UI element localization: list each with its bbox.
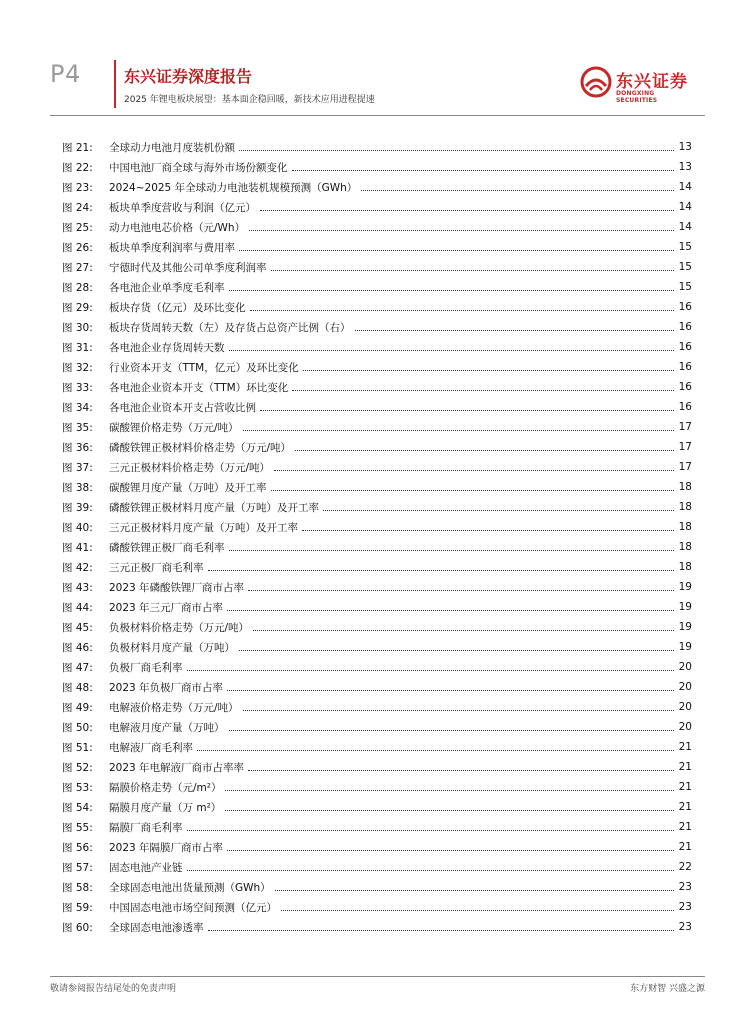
figure-list-item[interactable] [62, 237, 692, 257]
dot-leader [208, 570, 675, 571]
dot-leader [292, 170, 675, 171]
figure-page-number: 15 [678, 261, 692, 273]
figure-title: 各电池企业存货周转天数 [109, 341, 225, 354]
figure-label: 图 32: [62, 361, 93, 374]
figure-list-item[interactable] [62, 377, 692, 397]
figure-list-item[interactable] [62, 737, 692, 757]
figure-label: 图 56: [62, 841, 93, 854]
figure-title: 板块单季度利润率与费用率 [109, 241, 235, 254]
figure-list-item[interactable] [62, 497, 692, 517]
figure-title: 碳酸锂月度产量（万吨）及开工率 [109, 481, 267, 494]
figure-label: 图 49: [62, 701, 93, 714]
report-subtitle: 2025 年锂电板块展望：基本面企稳回暖，新技术应用进程提速 [124, 95, 375, 105]
logo-mark-icon [580, 66, 612, 98]
figure-label: 图 57: [62, 861, 93, 874]
dot-leader [302, 530, 674, 531]
header-separator [114, 60, 116, 108]
figure-list-item[interactable] [62, 877, 692, 897]
figure-title: 2023 年三元厂商市占率 [109, 601, 224, 614]
figure-list-item[interactable] [62, 437, 692, 457]
figure-page-number: 20 [678, 701, 692, 713]
figure-list-item[interactable] [62, 257, 692, 277]
figure-title: 全球动力电池月度装机份额 [109, 141, 235, 154]
figure-label: 图 50: [62, 721, 93, 734]
figure-page-number: 19 [678, 641, 692, 653]
figure-page-number: 16 [678, 321, 692, 333]
figure-label: 图 53: [62, 781, 93, 794]
figure-label: 图 34: [62, 401, 93, 414]
figure-title: 磷酸铁锂正极材料价格走势（万元/吨） [109, 441, 292, 454]
figure-list-item[interactable] [62, 477, 692, 497]
figure-page-number: 16 [678, 361, 692, 373]
dot-leader [239, 150, 674, 151]
figure-list-item[interactable] [62, 637, 692, 657]
figure-list-item[interactable] [62, 337, 692, 357]
figure-title: 中国固态电池市场空间预测（亿元） [109, 901, 277, 914]
figure-page-number: 17 [678, 441, 692, 453]
figure-list-item[interactable] [62, 197, 692, 217]
dot-leader [275, 890, 674, 891]
logo-english-name: DONGXING SECURITIES [616, 90, 658, 104]
figure-label: 图 26: [62, 241, 93, 254]
figure-title: 电解液价格走势（万元/吨） [109, 701, 239, 714]
figure-title: 行业资本开支（TTM，亿元）及环比变化 [109, 361, 299, 374]
figure-label: 图 38: [62, 481, 93, 494]
figure-page-number: 19 [678, 621, 692, 633]
dot-leader [292, 390, 674, 391]
figure-page-number: 19 [678, 581, 692, 593]
figure-title: 固态电池产业链 [109, 861, 183, 874]
figure-label: 图 45: [62, 621, 93, 634]
figure-label: 图 22: [62, 161, 93, 174]
dot-leader [274, 470, 674, 471]
dot-leader [271, 490, 675, 491]
figure-list-item[interactable] [62, 557, 692, 577]
figure-label: 图 33: [62, 381, 93, 394]
figure-page-number: 23 [678, 901, 692, 913]
figure-label: 图 36: [62, 441, 93, 454]
dot-leader [253, 630, 674, 631]
figure-list-item[interactable] [62, 537, 692, 557]
dot-leader [225, 790, 674, 791]
figure-title: 动力电池电芯价格（元/Wh） [109, 221, 246, 234]
figure-title: 板块单季度营收与利润（亿元） [109, 201, 256, 214]
dot-leader [303, 370, 674, 371]
figure-page-number: 15 [678, 241, 692, 253]
dot-leader [260, 210, 674, 211]
dot-leader [243, 430, 674, 431]
figure-list-item[interactable] [62, 577, 692, 597]
figure-title: 各电池企业资本开支（TTM）环比变化 [109, 381, 289, 394]
dot-leader [187, 670, 675, 671]
figure-list-item[interactable] [62, 597, 692, 617]
figure-page-number: 21 [678, 841, 692, 853]
footer-slogan: 东方财智 兴盛之源 [630, 984, 705, 994]
dot-leader [248, 590, 674, 591]
dot-leader [250, 310, 675, 311]
figure-label: 图 27: [62, 261, 93, 274]
figure-title: 磷酸铁锂正极厂商毛利率 [109, 541, 225, 554]
logo-chinese-name: 东兴证券 [616, 72, 688, 92]
dot-leader [229, 290, 675, 291]
figure-title: 三元正极材料价格走势（万元/吨） [109, 461, 271, 474]
figure-title: 各电池企业资本开支占营收比例 [109, 401, 256, 414]
figure-label: 图 37: [62, 461, 93, 474]
figure-list-item[interactable] [62, 297, 692, 317]
figure-title: 隔膜月度产量（万 m²） [109, 801, 222, 814]
figure-label: 图 54: [62, 801, 93, 814]
figure-title: 电解液月度产量（万吨） [109, 721, 225, 734]
dot-leader [227, 610, 674, 611]
figure-list-item[interactable] [62, 517, 692, 537]
dot-leader [225, 810, 674, 811]
figure-label: 图 28: [62, 281, 93, 294]
figure-list-item[interactable] [62, 417, 692, 437]
dot-leader [248, 770, 674, 771]
figure-label: 图 43: [62, 581, 93, 594]
figure-title: 2024~2025 年全球动力电池装机规模预测（GWh） [109, 181, 358, 194]
dot-leader [239, 650, 674, 651]
figure-list-item[interactable] [62, 677, 692, 697]
figure-label: 图 46: [62, 641, 93, 654]
figure-page-number: 20 [678, 661, 692, 673]
figure-title: 全球固态电池出货量预测（GWh） [109, 881, 271, 894]
figure-page-number: 15 [678, 281, 692, 293]
figure-title: 三元正极厂商毛利率 [109, 561, 204, 574]
dot-leader [355, 330, 675, 331]
figure-label: 图 42: [62, 561, 93, 574]
figure-title: 中国电池厂商全球与海外市场份额变化 [109, 161, 288, 174]
figure-label: 图 35: [62, 421, 93, 434]
header-divider [50, 115, 705, 116]
figure-label: 图 59: [62, 901, 93, 914]
figure-page-number: 13 [678, 161, 692, 173]
figure-list-item[interactable] [62, 177, 692, 197]
figure-title: 全球固态电池渗透率 [109, 921, 204, 934]
figure-title: 各电池企业单季度毛利率 [109, 281, 225, 294]
figure-label: 图 31: [62, 341, 93, 354]
figure-list-item[interactable] [62, 217, 692, 237]
figure-list-item[interactable] [62, 817, 692, 837]
figure-label: 图 48: [62, 681, 93, 694]
dot-leader [229, 550, 675, 551]
dot-leader [187, 870, 675, 871]
figure-label: 图 44: [62, 601, 93, 614]
figure-list-item[interactable] [62, 717, 692, 737]
figure-label: 图 58: [62, 881, 93, 894]
figure-page-number: 16 [678, 381, 692, 393]
dot-leader [227, 850, 674, 851]
dot-leader [295, 450, 674, 451]
figure-page-number: 18 [678, 521, 692, 533]
figure-list [62, 137, 692, 937]
figure-label: 图 41: [62, 541, 93, 554]
figure-page-number: 20 [678, 681, 692, 693]
figure-page-number: 14 [678, 181, 692, 193]
figure-list-item[interactable] [62, 917, 692, 937]
figure-list-item[interactable] [62, 277, 692, 297]
figure-label: 图 24: [62, 201, 93, 214]
figure-label: 图 30: [62, 321, 93, 334]
report-title: 东兴证券深度报告 [124, 67, 253, 86]
dot-leader [323, 510, 674, 511]
figure-page-number: 13 [678, 141, 692, 153]
figure-title: 板块存货周转天数（左）及存货占总资产比例（右） [109, 321, 351, 334]
figure-page-number: 14 [678, 221, 692, 233]
figure-page-number: 18 [678, 481, 692, 493]
figure-page-number: 21 [678, 801, 692, 813]
figure-page-number: 21 [678, 741, 692, 753]
figure-title: 负极厂商毛利率 [109, 661, 183, 674]
figure-page-number: 17 [678, 421, 692, 433]
figure-title: 隔膜价格走势（元/m²） [109, 781, 222, 794]
dot-leader [281, 910, 674, 911]
figure-title: 2023 年负极厂商市占率 [109, 681, 224, 694]
figure-title: 板块存货（亿元）及环比变化 [109, 301, 246, 314]
figure-list-item[interactable] [62, 317, 692, 337]
figure-title: 2023 年隔膜厂商市占率 [109, 841, 224, 854]
dot-leader [187, 830, 675, 831]
figure-page-number: 21 [678, 821, 692, 833]
dot-leader [239, 250, 674, 251]
dot-leader [249, 230, 674, 231]
figure-page-number: 19 [678, 601, 692, 613]
figure-title: 宁德时代及其他公司单季度利润率 [109, 261, 267, 274]
figure-page-number: 23 [678, 921, 692, 933]
dot-leader [260, 410, 674, 411]
figure-list-item[interactable] [62, 857, 692, 877]
figure-list-item[interactable] [62, 457, 692, 477]
dot-leader [243, 710, 674, 711]
figure-page-number: 18 [678, 501, 692, 513]
dot-leader [208, 930, 675, 931]
figure-list-item[interactable] [62, 837, 692, 857]
figure-list-item[interactable] [62, 137, 692, 157]
figure-title: 电解液厂商毛利率 [109, 741, 193, 754]
figure-page-number: 20 [678, 721, 692, 733]
dot-leader [229, 730, 675, 731]
figure-label: 图 47: [62, 661, 93, 674]
dot-leader [361, 190, 674, 191]
footer-divider [50, 976, 705, 977]
figure-list-item[interactable] [62, 617, 692, 637]
dot-leader [271, 270, 675, 271]
dot-leader [227, 690, 674, 691]
figure-page-number: 23 [678, 881, 692, 893]
figure-label: 图 23: [62, 181, 93, 194]
company-logo [580, 66, 695, 106]
figure-label: 图 51: [62, 741, 93, 754]
figure-title: 负极材料月度产量（万吨） [109, 641, 235, 654]
figure-list-item[interactable] [62, 697, 692, 717]
figure-page-number: 16 [678, 401, 692, 413]
figure-page-number: 16 [678, 341, 692, 353]
figure-list-item[interactable] [62, 757, 692, 777]
dot-leader [229, 350, 675, 351]
figure-list-item[interactable] [62, 897, 692, 917]
figure-page-number: 16 [678, 301, 692, 313]
figure-page-number: 22 [678, 861, 692, 873]
figure-page-number: 18 [678, 541, 692, 553]
figure-list-item[interactable] [62, 657, 692, 677]
figure-page-number: 14 [678, 201, 692, 213]
figure-label: 图 25: [62, 221, 93, 234]
figure-title: 碳酸锂价格走势（万元/吨） [109, 421, 239, 434]
figure-title: 2023 年电解液厂商市占率率 [109, 761, 245, 774]
figure-list-item[interactable] [62, 777, 692, 797]
figure-list-item[interactable] [62, 797, 692, 817]
page-number: P4 [50, 60, 81, 88]
figure-page-number: 17 [678, 461, 692, 473]
figure-list-item[interactable] [62, 357, 692, 377]
figure-title: 三元正极材料月度产量（万吨）及开工率 [109, 521, 298, 534]
figure-title: 磷酸铁锂正极材料月度产量（万吨）及开工率 [109, 501, 319, 514]
dot-leader [197, 750, 674, 751]
footer-disclaimer: 敬请参阅报告结尾处的免责声明 [50, 984, 177, 994]
figure-label: 图 40: [62, 521, 93, 534]
figure-label: 图 55: [62, 821, 93, 834]
figure-label: 图 52: [62, 761, 93, 774]
figure-title: 2023 年磷酸铁锂厂商市占率 [109, 581, 245, 594]
figure-list-item[interactable] [62, 157, 692, 177]
figure-label: 图 39: [62, 501, 93, 514]
figure-page-number: 21 [678, 761, 692, 773]
figure-page-number: 21 [678, 781, 692, 793]
figure-page-number: 18 [678, 561, 692, 573]
figure-title: 负极材料价格走势（万元/吨） [109, 621, 250, 634]
figure-label: 图 60: [62, 921, 93, 934]
figure-title: 隔膜厂商毛利率 [109, 821, 183, 834]
figure-list-item[interactable] [62, 397, 692, 417]
figure-label: 图 21: [62, 141, 93, 154]
figure-label: 图 29: [62, 301, 93, 314]
